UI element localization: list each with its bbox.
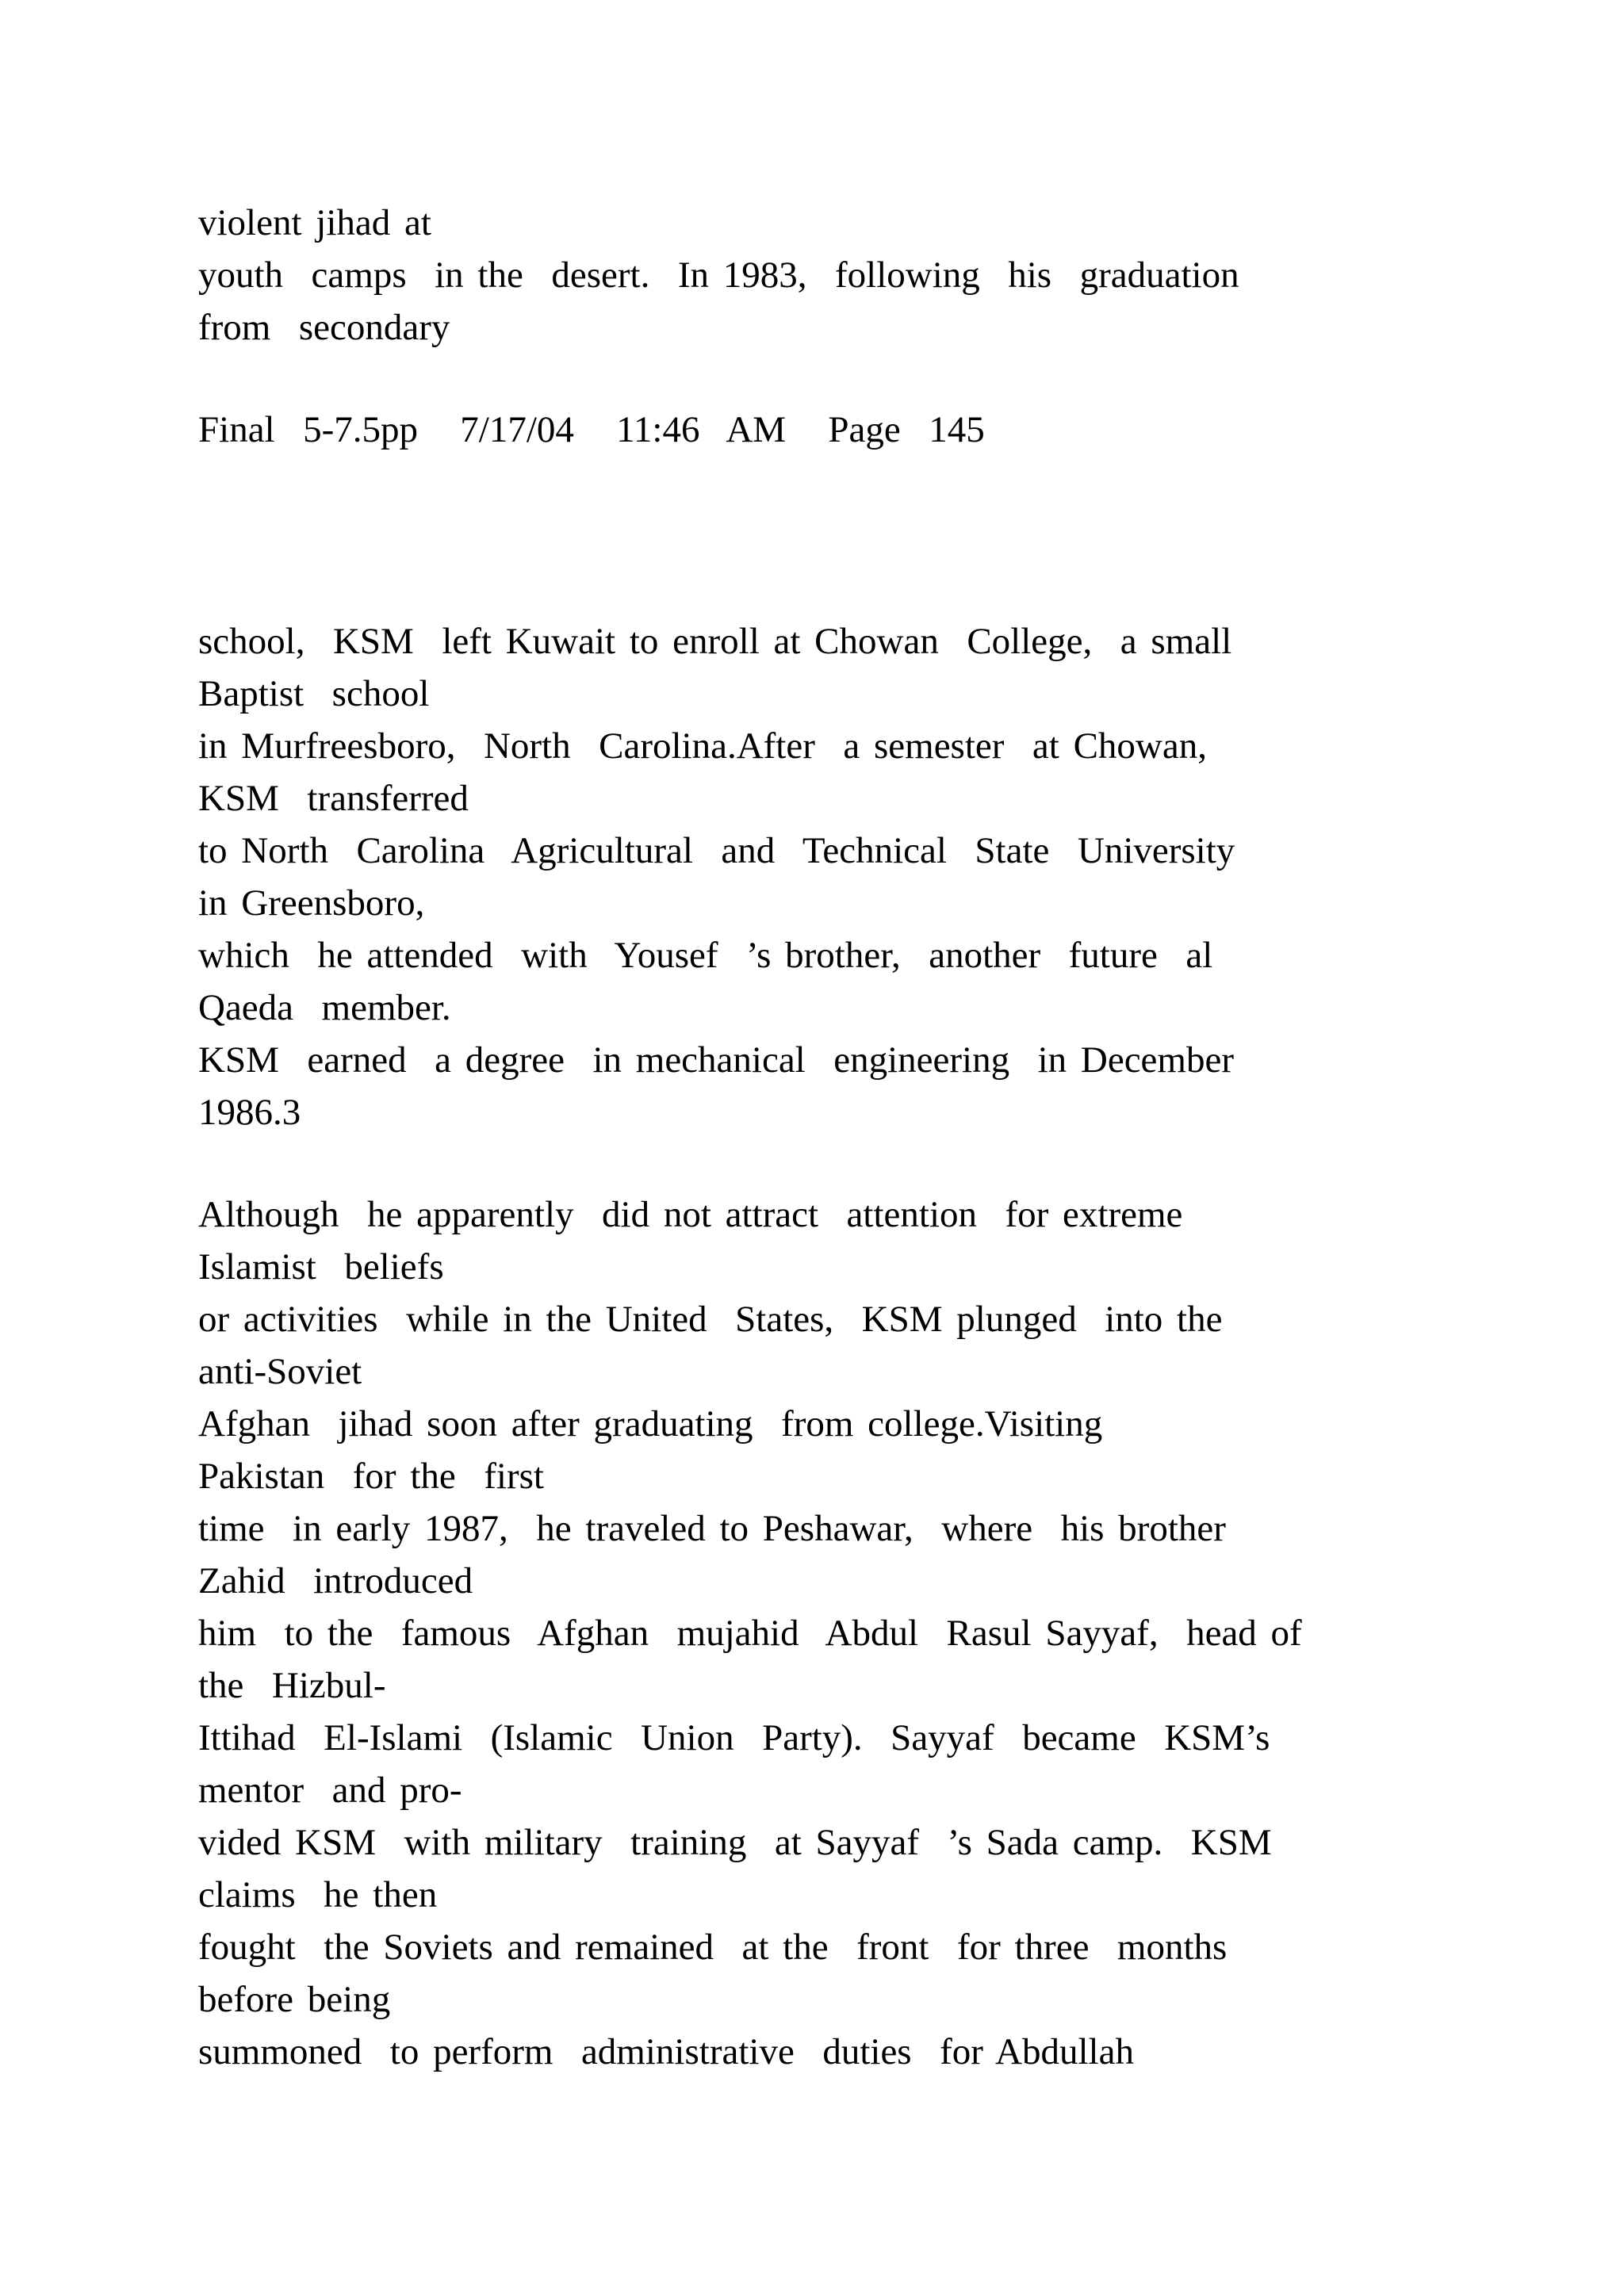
text-line: Ittihad El-Islami (Islamic Union Party). Sayyaf became KSM’s <box>198 1717 1270 1758</box>
text-line: 1986.3 <box>198 1092 301 1133</box>
text-line: before being <box>198 1979 391 2020</box>
text-line: school, KSM left Kuwait to enroll at Chowan College, a small <box>198 621 1232 662</box>
text-line: him to the famous Afghan mujahid Abdul Rasul Sayyaf, head of <box>198 1613 1302 1654</box>
text-line: from secondary <box>198 307 450 348</box>
text-line: anti-Soviet <box>198 1351 362 1392</box>
text-line: Qaeda member. <box>198 987 451 1028</box>
text-line: to North Carolina Agricultural and Technical State University <box>198 830 1235 871</box>
running-header-text: Final 5-7.5pp 7/17/04 11:46 AM Page 145 <box>198 409 985 450</box>
text-line: Baptist school <box>198 673 430 714</box>
text-line: summoned to perform administrative duties for Abdullah <box>198 2031 1134 2072</box>
text-line: youth camps in the desert. In 1983, following his graduation <box>198 254 1239 296</box>
paragraph-2 <box>198 1188 1546 2078</box>
text-line: fought the Soviets and remained at the front for three months <box>198 1927 1228 1968</box>
text-line: in Murfreesboro, North Carolina.After a semester at Chowan, <box>198 725 1207 767</box>
text-line: the Hizbul- <box>198 1665 386 1706</box>
text-line: vided KSM with military training at Sayyaf ’s Sada camp. KSM <box>198 1822 1272 1863</box>
running-header <box>198 404 1546 456</box>
text-line: KSM earned a degree in mechanical engineering in December <box>198 1039 1234 1081</box>
top-text-block <box>198 197 1546 354</box>
text-line: KSM transferred <box>198 778 469 819</box>
text-line: claims he then <box>198 1874 438 1915</box>
text-line: Zahid introduced <box>198 1560 473 1601</box>
text-line: Although he apparently did not attract attention for extreme <box>198 1194 1183 1235</box>
text-line: in Greensboro, <box>198 882 425 924</box>
text-line: time in early 1987, he traveled to Peshawar, where his brother <box>198 1508 1226 1549</box>
text-line: mentor and pro- <box>198 1770 462 1811</box>
text-line: which he attended with Yousef ’s brother, another future al <box>198 935 1213 976</box>
text-line: violent jihad at <box>198 202 431 243</box>
text-line: Afghan jihad soon after graduating from college.Visiting <box>198 1403 1103 1445</box>
paragraph-1 <box>198 615 1546 1138</box>
text-line: Pakistan for the first <box>198 1456 544 1497</box>
text-line: Islamist beliefs <box>198 1246 444 1288</box>
text-line: or activities while in the United States, KSM plunged into the <box>198 1299 1223 1340</box>
